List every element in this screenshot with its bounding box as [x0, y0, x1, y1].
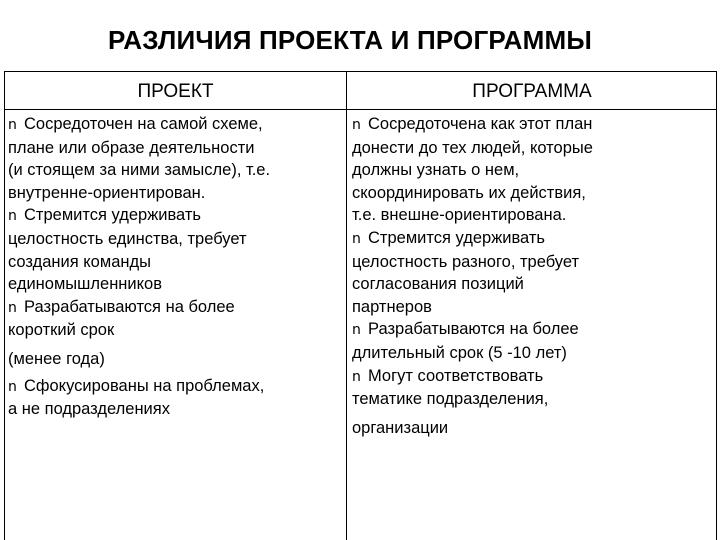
column-divider — [346, 72, 347, 540]
item-line — [8, 113, 346, 137]
item-text: Стремится удерживать — [24, 206, 202, 225]
item-line: (менее года) — [8, 349, 105, 368]
item-line: согласования позиций — [352, 275, 524, 294]
item-text: Могут соответствовать — [368, 366, 544, 385]
item-line — [352, 113, 714, 137]
item-line: плане или образе деятельности — [8, 138, 255, 157]
item-line: т.е. внешне-ориентирована. — [352, 206, 567, 225]
item-line: внутренне-ориентирован. — [8, 183, 206, 202]
project-item-1 — [8, 113, 346, 204]
bullet-icon: n — [352, 230, 361, 247]
bullet-icon: n — [8, 117, 17, 133]
header-divider — [5, 109, 716, 110]
header-program: ПРОГРАММА — [472, 81, 592, 102]
project-item-2 — [8, 204, 346, 295]
item-line: скоординировать их действия, — [352, 183, 586, 202]
program-column — [352, 113, 714, 439]
item-line: (и стоящем за ними замысле), т.е. — [8, 161, 271, 180]
item-line — [8, 375, 346, 399]
bullet-icon: n — [352, 117, 361, 133]
bullet-icon: n — [8, 208, 17, 225]
item-text: Разрабатываются на более — [368, 320, 579, 339]
item-line: тематике подразделения, — [352, 390, 549, 409]
item-line: короткий срок — [8, 321, 115, 340]
bullet-icon: n — [8, 378, 17, 395]
item-text: Сосредоточен на самой схеме, — [24, 115, 263, 133]
item-line: должны узнать о нем, — [352, 161, 520, 180]
item-line: а не подразделениях — [8, 400, 170, 419]
item-text: Стремится удерживать — [368, 228, 546, 247]
item-line: донести до тех людей, которые — [352, 138, 593, 157]
item-line: партнеров — [352, 297, 432, 316]
program-item-4 — [352, 365, 714, 440]
page-title: РАЗЛИЧИЯ ПРОЕКТА И ПРОГРАММЫ — [107, 25, 593, 55]
project-item-3 — [8, 296, 346, 371]
item-line: целостность единства, требует — [8, 229, 247, 248]
item-line — [8, 296, 346, 320]
header-project: ПРОЕКТ — [137, 81, 214, 102]
item-line: длительный срок (5 -10 лет) — [352, 343, 567, 362]
item-text: Разрабатываются на более — [24, 297, 235, 316]
item-line: организации — [352, 418, 449, 437]
comparison-table — [4, 71, 717, 540]
item-line: создания команды — [8, 252, 151, 271]
item-text: Сосредоточена как этот план — [368, 115, 593, 133]
item-line — [352, 365, 714, 389]
program-item-2 — [352, 227, 714, 318]
item-text: Сфокусированы на проблемах, — [24, 376, 265, 395]
item-line: единомышленников — [8, 275, 162, 294]
item-line — [352, 318, 714, 342]
project-item-4 — [8, 375, 346, 421]
bullet-icon: n — [352, 368, 361, 385]
bullet-icon: n — [8, 299, 17, 316]
item-line — [352, 227, 714, 251]
program-item-3 — [352, 318, 714, 364]
bullet-icon: n — [352, 322, 361, 339]
item-line — [8, 204, 346, 228]
item-line: целостность разного, требует — [352, 252, 580, 271]
program-item-1 — [352, 113, 714, 227]
project-column — [8, 113, 346, 421]
